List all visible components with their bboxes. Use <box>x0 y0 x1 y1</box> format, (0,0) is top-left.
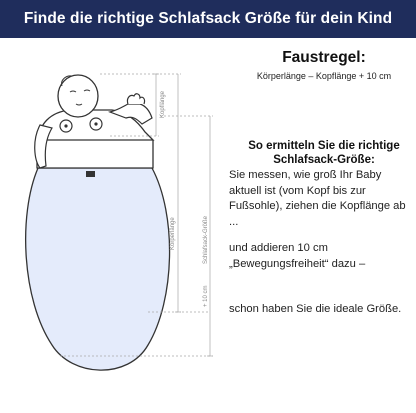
baby-head <box>58 75 98 117</box>
page-header <box>0 0 416 38</box>
rule-title: Faustregel: <box>282 49 366 66</box>
instructions-paragraph-2: und addieren 10 cm „Bewegungsfreiheit“ dazu – <box>229 242 366 270</box>
instructions-title-line1: So ermitteln Sie die richtige <box>248 140 400 152</box>
sleepsack-size-label: Schlafsack-Größe <box>203 215 209 264</box>
instructions-paragraph-3: schon haben Sie die ideale Größe. <box>229 303 402 315</box>
sleepsack-shape <box>26 168 170 370</box>
instructions-title <box>232 139 416 167</box>
head-length-label: Kopflänge <box>160 90 166 118</box>
rule-formula: Körperlänge – Kopflänge + 10 cm <box>256 71 392 81</box>
instructions-title-line2: Schlafsack-Größe: <box>273 154 375 166</box>
baby-hand <box>127 94 144 104</box>
instructions-paragraph-1: Sie messen, wie groß Ihr Baby aktuell ist (vom Kopf bis zur Fußsohle), ziehen die Kopflänge ab ... <box>229 169 406 228</box>
plus-ten-label: + 10 cm <box>203 285 209 307</box>
sleepsack-top <box>37 140 153 168</box>
header-title: Finde die richtige Schlafsack Größe für dein Kind <box>23 10 393 27</box>
brand-tag <box>86 171 95 177</box>
body-length-label: Körperlänge <box>170 217 176 250</box>
baby-sleepsack-illustration <box>0 38 230 413</box>
